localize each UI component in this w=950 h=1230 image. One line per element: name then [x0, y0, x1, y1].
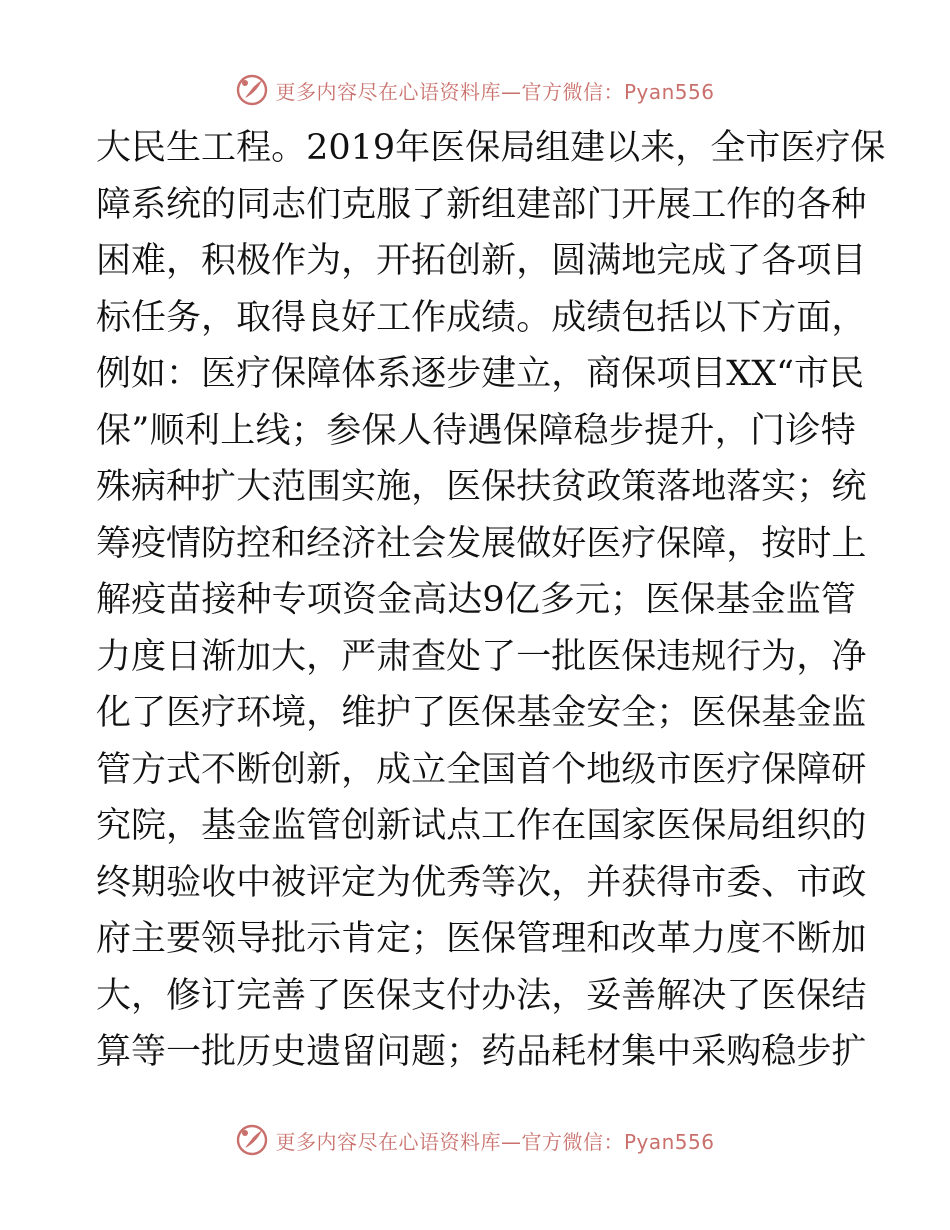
text-line: 力 度 日 渐 加 大 ， 严 肃 查 处 了 一 批 医 保 违 规 行 为 ， 净: [96, 636, 867, 677]
text-line: 殊 病 种 扩 大 范 围 实 施 ， 医 保 扶 贫 政 策 落 地 落 实 ； 统: [96, 467, 867, 507]
text-line: 困 难 ， 积 极 作 为 ， 开 拓 创 新 ， 圆 满 地 完 成 了 各 项 目: [96, 241, 867, 281]
text-line: 障 系 统 的 同 志 们 克 服 了 新 组 建 部 门 开 展 工 作 的 各 种: [96, 184, 867, 225]
feather-pen-logo-icon: [235, 73, 269, 107]
document-body: [96, 120, 886, 1081]
text-line: 究 院 ， 基 金 监 管 创 新 试 点 工 作 在 国 家 医 保 局 组 织 的: [96, 806, 867, 846]
text-line: 例 如 ： 医 疗 保 障 体 系 逐 步 建 立 ， 商 保 项 目 XX “ 市 民: [96, 354, 865, 394]
text-line: 大 ， 修 订 完 善 了 医 保 支 付 办 法 ， 妥 善 解 决 了 医 保 结: [96, 975, 867, 1016]
text-line: 终 期 验 收 中 被 评 定 为 优 秀 等 次 ， 并 获 得 市 委 、 市 政: [96, 862, 867, 903]
text-line: 解 疫 苗 接 种 专 项 资 金 高 达 9 亿 多 元 ； 医 保 基 金 监 管: [96, 580, 856, 620]
text-line: 保 ” 顺 利 上 线 ； 参 保 人 待 遇 保 障 稳 步 提 升 ， 门 诊 特: [96, 410, 856, 451]
watermark-text: 更多内容尽在心语资料库—官方微信：Pyan556: [275, 1129, 715, 1154]
text-line: 化 了 医 疗 环 境 ， 维 护 了 医 保 基 金 安 全 ； 医 保 基 金 监: [96, 693, 867, 733]
text-line: 标 任 务 ， 取 得 良 好 工 作 成 绩 。 成 绩 包 括 以 下 方 面 ，: [96, 297, 867, 338]
header-watermark: [0, 70, 950, 110]
text-line: 筹 疫 情 防 控 和 经 济 社 会 发 展 做 好 医 疗 保 障 ， 按 时 上: [96, 523, 867, 564]
text-line: 府 主 要 领 导 批 示 肯 定 ； 医 保 管 理 和 改 革 力 度 不 断 加: [96, 919, 867, 959]
watermark-text: 更多内容尽在心语资料库—官方微信：Pyan556: [275, 79, 715, 104]
text-line: 大 民 生 工 程 。 2019 年 医 保 局 组 建 以 来 ， 全 市 医 疗 保: [96, 128, 886, 168]
text-line: 算 等 一 批 历 史 遗 留 问 题 ； 药 品 耗 材 集 中 采 购 稳 步 扩: [96, 1032, 867, 1072]
text-line: 管 方 式 不 断 创 新 ， 成 立 全 国 首 个 地 级 市 医 疗 保 障 研: [96, 749, 867, 790]
feather-pen-logo-icon: [235, 1123, 269, 1157]
footer-watermark: [0, 1120, 950, 1160]
